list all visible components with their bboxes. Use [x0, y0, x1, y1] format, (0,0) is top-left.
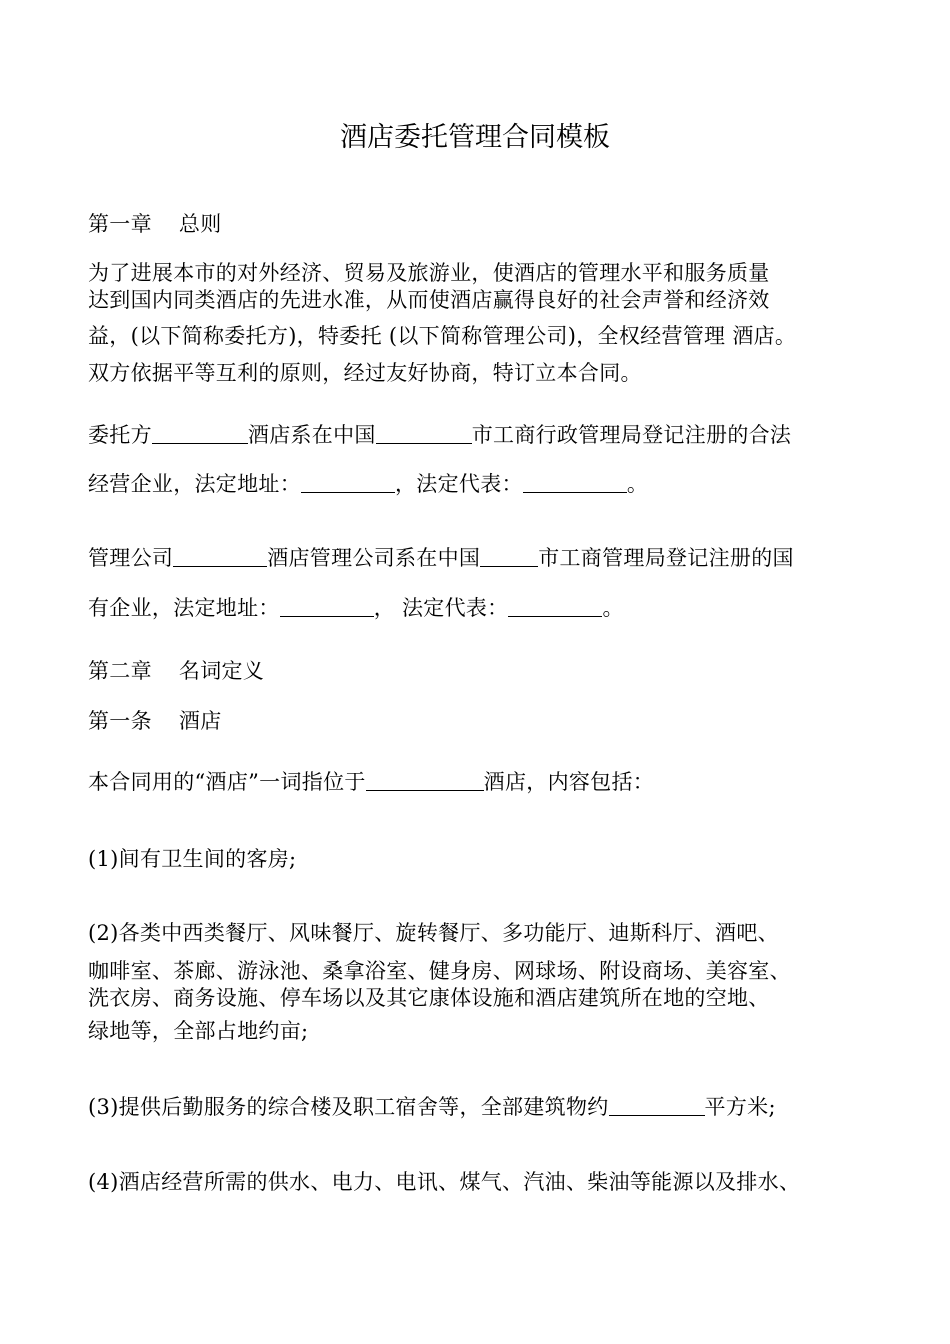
list-item: (1)间有卫生间的客房; [88, 847, 297, 871]
fill-in-blank [152, 422, 248, 444]
fill-in-blank [523, 471, 627, 493]
definition-line: 本合同用的“酒店”一词指位于 酒店，内容包括： [88, 770, 655, 794]
fill-in-blank [366, 769, 484, 791]
list-item-continuation: 咖啡室、茶廊、游泳池、桑拿浴室、健身房、网球场、附设商场、美容室、 [88, 959, 791, 983]
document-title: 酒店委托管理合同模板 [340, 122, 610, 153]
chapter-name: 总则 [178, 212, 222, 236]
chapter-number: 第二章 [88, 659, 152, 683]
paragraph-line: 达到国内同类酒店的先进水准，从而使酒店赢得良好的社会声誉和经济效 [88, 288, 770, 312]
list-item-continuation: 洗衣房、商务设施、停车场以及其它康体设施和酒店建筑所在地的空地、 [88, 986, 770, 1010]
fill-in-blank [301, 471, 395, 493]
list-item: (2)各类中西类餐厅、风味餐厅、旋转餐厅、多功能厅、迪斯科厅、酒吧、 [88, 921, 779, 945]
fill-in-blank [508, 595, 602, 617]
fill-in-blank [480, 545, 538, 567]
principal-line-1: 委托方 酒店系在中国 市工商行政管理局登记注册的合法 [88, 423, 792, 447]
article-heading [88, 706, 222, 736]
fill-in-blank [173, 545, 267, 567]
list-item: (3)提供后勤服务的综合楼及职工宿舍等，全部建筑物约 平方米; [88, 1095, 776, 1119]
fill-in-blank [376, 422, 472, 444]
paragraph-line: 为了进展本市的对外经济、贸易及旅游业，使酒店的管理水平和服务质量 [88, 261, 770, 285]
manager-line-1: 管理公司 酒店管理公司系在中国 市工商管理局登记注册的国 [88, 546, 794, 570]
chapter-number: 第一章 [88, 212, 152, 236]
paragraph-line: 双方依据平等互利的原则，经过友好协商，特订立本合同。 [88, 361, 642, 385]
fill-in-blank [609, 1094, 705, 1116]
manager-line-2: 有企业，法定地址： ， 法定代表： 。 [88, 596, 624, 620]
article-number: 第一条 [88, 709, 152, 733]
article-name: 酒店 [178, 709, 222, 733]
chapter-name: 名词定义 [178, 659, 265, 683]
chapter-heading [88, 656, 264, 686]
paragraph-line: 益，(以下简称委托方)，特委托 (以下简称管理公司)，全权经营管理 酒店。 [88, 324, 797, 348]
list-item-continuation: 绿地等，全部占地约亩; [88, 1019, 309, 1043]
principal-line-2: 经营企业，法定地址： ，法定代表： 。 [88, 472, 649, 496]
fill-in-blank [280, 595, 374, 617]
chapter-heading [88, 209, 222, 239]
list-item: (4)酒店经营所需的供水、电力、电讯、煤气、汽油、柴油等能源以及排水、 [88, 1170, 801, 1194]
